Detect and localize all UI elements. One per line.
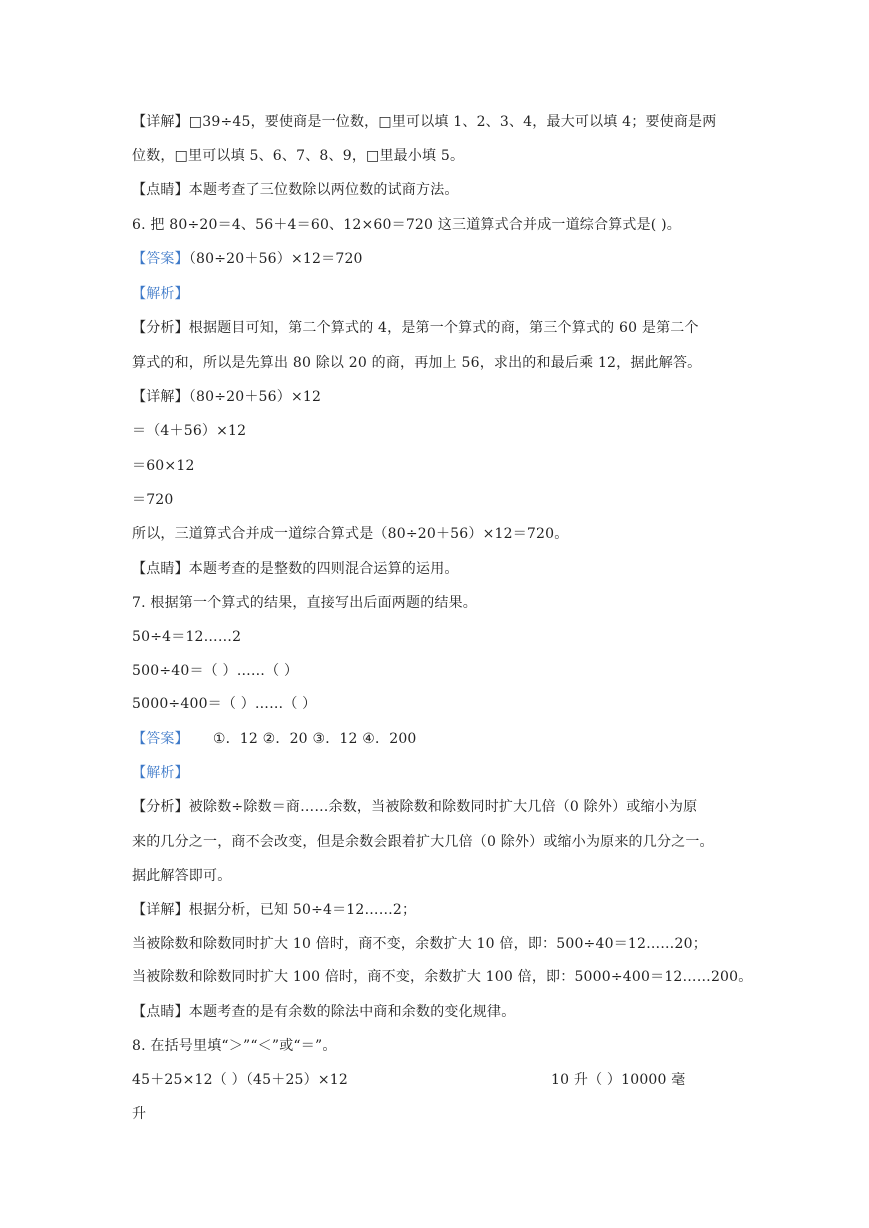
comment-q7: 【点睛】本题考查的是有余数的除法中商和余数的变化规律。 — [132, 1004, 516, 1020]
question-8-item2: 10 升（ ）10000 毫 — [551, 1072, 686, 1088]
detail-q6-line4: ＝720 — [132, 492, 174, 508]
answer-label: 【答案】 — [132, 251, 189, 267]
answer-q7 — [132, 729, 417, 749]
comment-q6: 【点睛】本题考查的是整数的四则混合运算的运用。 — [132, 561, 459, 577]
detail-q7-line2: 当被除数和除数同时扩大 10 倍时，商不变，余数扩大 10 倍，即：500÷40＝12……20； — [132, 936, 707, 952]
detail-q6-line2: ＝（4＋56）×12 — [132, 423, 247, 439]
detail-q6-line1: 【详解】（80÷20＋56）×12 — [132, 389, 322, 405]
analysis-q7-line1: 【分析】被除数÷除数＝商……余数，当被除数和除数同时扩大几倍（0 除外）或缩小为原 — [132, 799, 698, 815]
detail-q5-line1: 【详解】□39÷45，要使商是一位数，□里可以填 1、2、3、4，最大可以填 4；要使商是两 — [132, 114, 717, 130]
detail-q7-line3: 当被除数和除数同时扩大 100 倍时，商不变，余数扩大 100 倍，即：5000÷400＝12……200。 — [132, 969, 753, 985]
analysis-label-q6: 【解析】 — [132, 286, 189, 302]
question-7-example: 50÷4＝12……2 — [132, 629, 242, 645]
question-8-item2-wrap: 升 — [132, 1106, 147, 1122]
analysis-label-q7: 【解析】 — [132, 765, 189, 781]
question-6: 6. 把 80÷20＝4、56＋4＝60、12×60＝720 这三道算式合并成一道综合算式是( )。 — [132, 217, 681, 233]
detail-q7-line1: 【详解】根据分析，已知 50÷4＝12……2； — [132, 902, 417, 918]
question-8: 8. 在括号里填“＞”“＜”或“＝”。 — [132, 1038, 337, 1054]
comment-q5: 【点睛】本题考查了三位数除以两位数的试商方法。 — [132, 182, 459, 198]
analysis-q7-line2: 来的几分之一，商不会改变，但是余数会跟着扩大几倍（0 除外）或缩小为原来的几分之一。 — [132, 834, 714, 850]
answer-q7-text: ①．12 ②．20 ③．12 ④．200 — [212, 731, 417, 747]
question-8-item1: 45＋25×12（ ）（45＋25）×12 — [132, 1072, 348, 1088]
question-7-item1: 500÷40＝（ ）……（ ） — [132, 663, 299, 679]
analysis-q6-line1: 【分析】根据题目可知，第二个算式的 4，是第一个算式的商，第三个算式的 60 是第二个 — [132, 320, 699, 336]
answer-label: 【答案】 — [132, 731, 189, 747]
answer-q6-text: （80÷20＋56）×12＝720 — [188, 251, 363, 267]
detail-q5-line2: 位数，□里可以填 5、6、7、8、9，□里最小填 5。 — [132, 148, 465, 164]
question-7-item2: 5000÷400＝（ ）……（ ） — [132, 696, 317, 712]
detail-q6-conclusion: 所以，三道算式合并成一道综合算式是（80÷20＋56）×12＝720。 — [132, 526, 569, 542]
question-7: 7. 根据第一个算式的结果，直接写出后面两题的结果。 — [132, 595, 478, 611]
detail-q6-line3: ＝60×12 — [132, 458, 195, 474]
analysis-q7-line3: 据此解答即可。 — [132, 868, 232, 884]
answer-q6 — [132, 249, 363, 269]
analysis-q6-line2: 算式的和，所以是先算出 80 除以 20 的商，再加上 56，求出的和最后乘 12，据此解答。 — [132, 355, 702, 371]
